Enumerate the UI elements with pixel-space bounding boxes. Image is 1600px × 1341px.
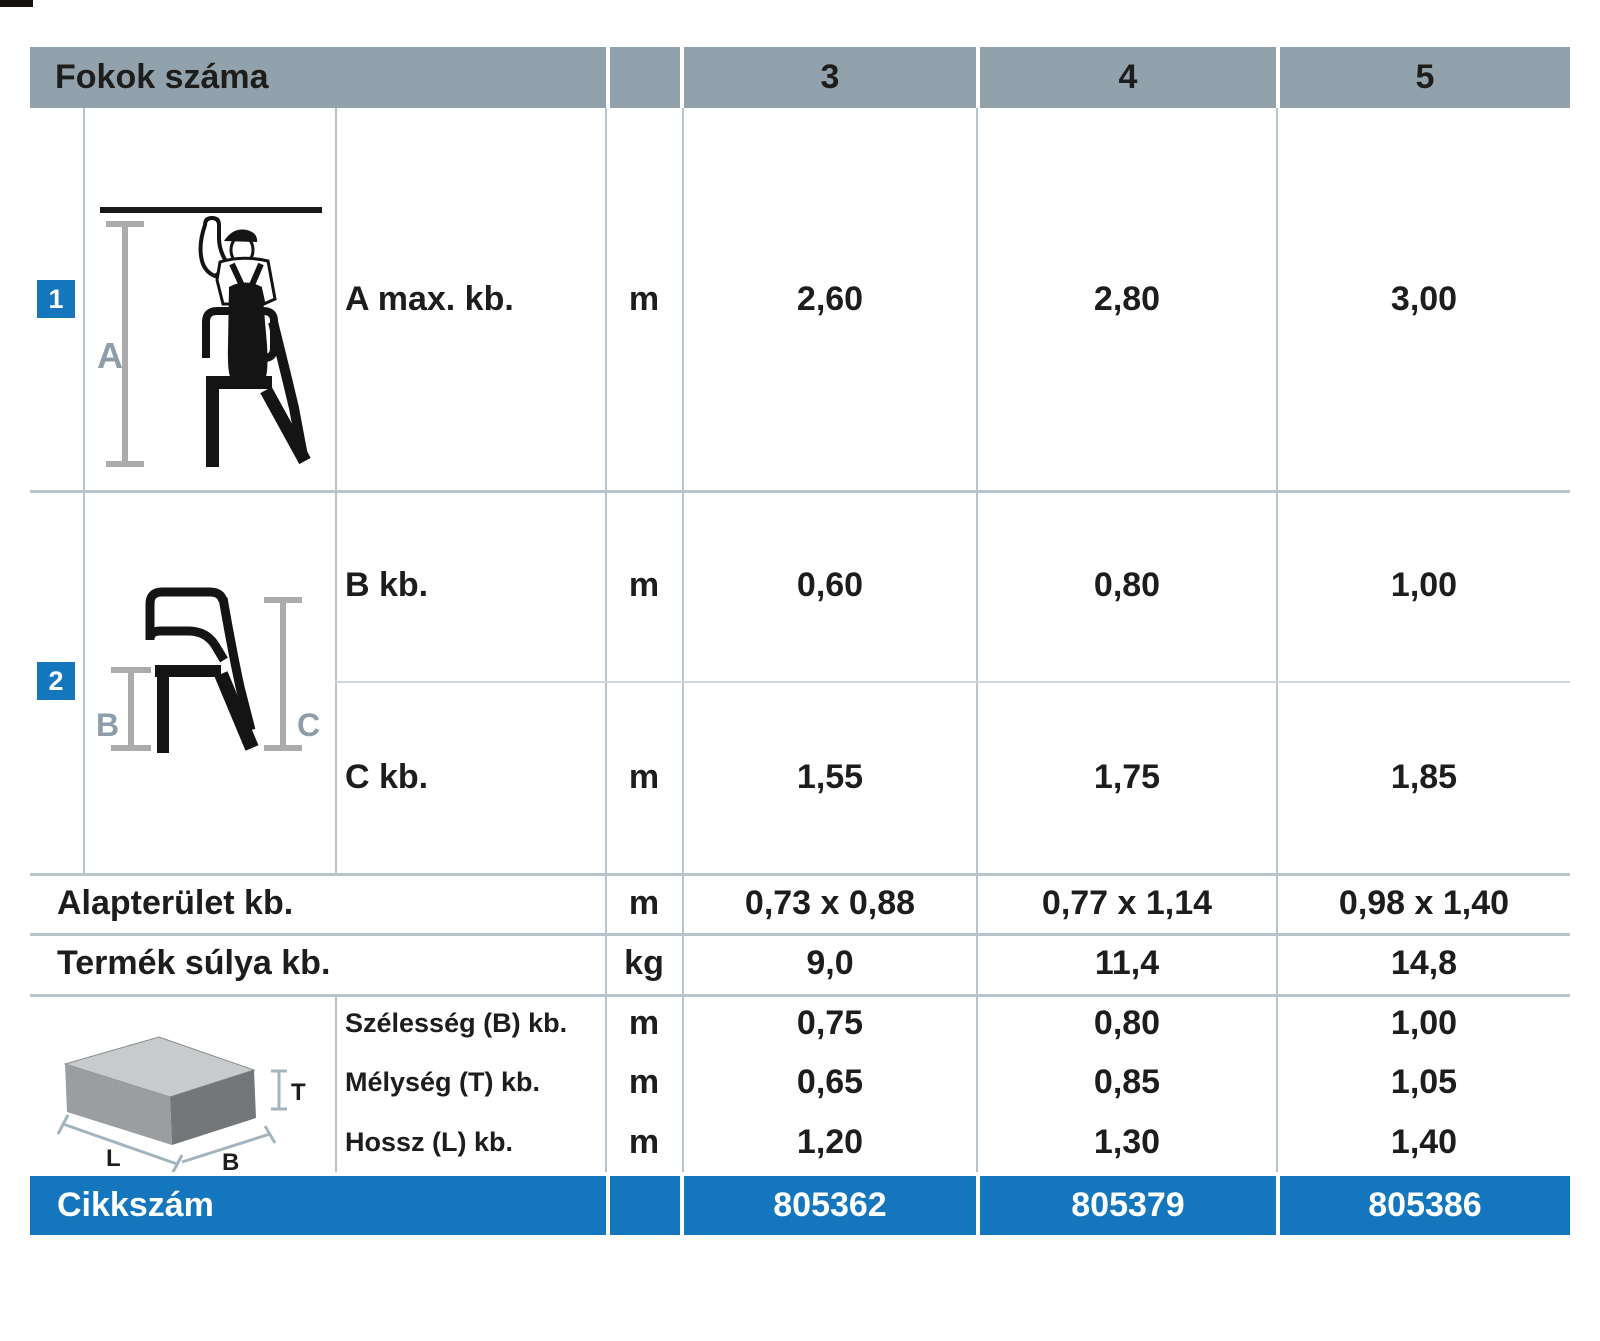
row-a-label: A max. kb. <box>345 279 514 318</box>
row-suly-unit: kg <box>624 944 664 982</box>
dims-width-value-5: 1,00 <box>1390 1004 1458 1043</box>
row-b-value-5: 1,00 <box>1390 566 1458 604</box>
row-a-value-4: 2,80 <box>1093 279 1161 318</box>
footer-label-cell <box>30 1176 606 1235</box>
row-a-value-5: 3,00 <box>1390 279 1458 318</box>
footer-sku-5: 805386 <box>1280 1176 1570 1235</box>
row-suly-value-4: 11,4 <box>1094 944 1160 982</box>
dims-value-column-5 <box>1278 994 1570 1172</box>
dims-length-unit: m <box>628 1122 660 1161</box>
scan-artifact <box>0 0 33 7</box>
row-c-value-5: 1,85 <box>1390 757 1458 796</box>
badge-1-label: 1 <box>48 283 64 314</box>
row-alap-value-5: 0,98 x 1,40 <box>1338 883 1510 922</box>
row-a-value-3: 2,60 <box>796 279 864 318</box>
header-title-cell <box>30 47 606 108</box>
row-c-label: C kb. <box>345 757 429 796</box>
header-title: Fokok száma <box>55 58 269 96</box>
marker-a-label: A <box>97 335 123 376</box>
row-a-unit: m <box>628 279 660 318</box>
stool-side-profile-icon <box>84 490 336 873</box>
row-alap-label-cell <box>30 873 600 933</box>
header-unit-cell <box>610 47 680 108</box>
footer-label: Cikkszám <box>57 1186 214 1224</box>
marker-bdim-label: B <box>222 1149 240 1172</box>
dims-width-label: Szélesség (B) kb. <box>345 1008 568 1039</box>
dims-length-value-5: 1,40 <box>1390 1122 1458 1161</box>
marker-l-label: L <box>106 1145 121 1172</box>
row-alap-label: Alapterület kb. <box>57 883 294 922</box>
dims-depth-unit: m <box>628 1063 660 1102</box>
header-col-5: 5 <box>1280 47 1570 108</box>
row-b-label: B kb. <box>345 566 429 604</box>
row-c-unit: m <box>628 757 660 796</box>
dims-width-value-3: 0,75 <box>796 1004 864 1043</box>
dims-depth-value-3: 0,65 <box>796 1063 864 1102</box>
row-b-unit: m <box>628 566 660 604</box>
header-col-3: 3 <box>684 47 976 108</box>
row-b-value-4: 0,80 <box>1093 566 1161 604</box>
row-number-badge-2 <box>37 662 75 700</box>
row-b-label-cell <box>335 490 595 681</box>
header-col-4: 4 <box>980 47 1276 108</box>
row-number-badge-1 <box>37 280 75 318</box>
marker-b-label: B <box>96 707 120 743</box>
dims-length-label: Hossz (L) kb. <box>345 1126 514 1157</box>
dims-label-column <box>335 994 603 1172</box>
row-c-value-4: 1,75 <box>1093 757 1161 796</box>
footer-sku-4: 805379 <box>980 1176 1276 1235</box>
dims-unit-column <box>605 994 683 1172</box>
row-suly-label: Termék súlya kb. <box>57 944 331 982</box>
dims-length-value-4: 1,30 <box>1093 1122 1161 1161</box>
row-c-label-cell <box>335 681 595 873</box>
dims-value-column-4 <box>978 994 1276 1172</box>
row-suly-value-5: 14,8 <box>1390 944 1458 982</box>
dims-width-value-4: 0,80 <box>1093 1004 1161 1043</box>
row-alap-unit: m <box>628 883 660 922</box>
dims-width-unit: m <box>628 1004 660 1043</box>
row-alap-value-3: 0,73 x 0,88 <box>744 883 916 922</box>
ladder-reach-height-icon <box>84 108 336 490</box>
dims-value-column-3 <box>684 994 976 1172</box>
dims-depth-value-4: 0,85 <box>1093 1063 1161 1102</box>
marker-t-label: T <box>291 1079 306 1106</box>
badge-2-label: 2 <box>48 665 64 696</box>
row-c-value-3: 1,55 <box>796 757 864 796</box>
footer-sku-3: 805362 <box>684 1176 976 1235</box>
row-suly-value-3: 9,0 <box>806 944 854 982</box>
row-a-label-cell <box>335 108 595 490</box>
dims-length-value-3: 1,20 <box>796 1122 864 1161</box>
dims-depth-label: Mélység (T) kb. <box>345 1067 541 1098</box>
marker-c-label: C <box>297 707 321 743</box>
row-suly-label-cell <box>30 933 600 994</box>
package-box-icon <box>30 994 336 1172</box>
row-b-value-3: 0,60 <box>796 566 864 604</box>
dims-depth-value-5: 1,05 <box>1390 1063 1458 1102</box>
row-alap-value-4: 0,77 x 1,14 <box>1041 883 1213 922</box>
footer-unit-cell <box>610 1176 680 1235</box>
